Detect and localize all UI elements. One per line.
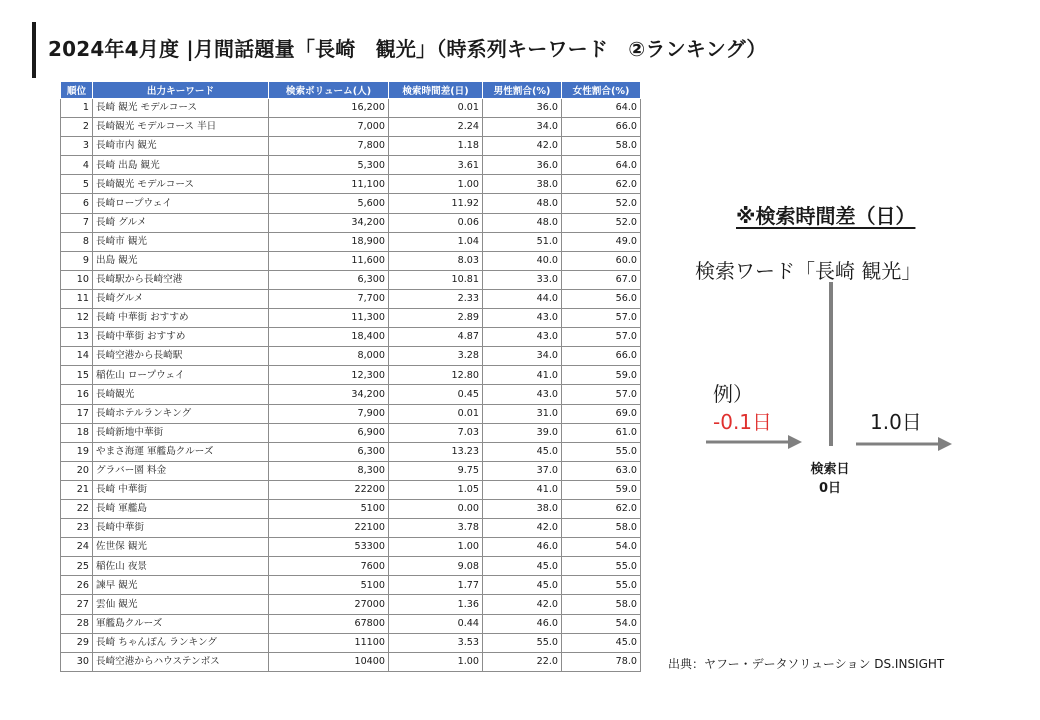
search-volume-cell: 34,200 [269,385,389,404]
table-row [61,213,641,232]
rank-cell: 4 [61,156,93,175]
example-search-keyword: 検索ワード「長崎 観光」 [695,259,922,283]
rank-cell: 30 [61,652,93,671]
table-row [61,328,641,347]
keyword-cell: 長崎グルメ [93,289,269,308]
rank-cell: 19 [61,442,93,461]
female-ratio-cell: 78.0 [562,652,641,671]
keyword-cell: 長崎駅から長崎空港 [93,270,269,289]
male-ratio-cell: 42.0 [483,519,562,538]
rank-cell: 28 [61,614,93,633]
search-volume-cell: 22200 [269,480,389,499]
table-row [61,442,641,461]
male-ratio-cell: 51.0 [483,232,562,251]
search-volume-cell: 16,200 [269,99,389,118]
keyword-cell: 長崎中華街 [93,519,269,538]
search-volume-cell: 7,900 [269,404,389,423]
table-row [61,99,641,118]
male-ratio-cell: 34.0 [483,347,562,366]
female-ratio-cell: 59.0 [562,480,641,499]
negative-time-difference: -0.1日 [713,410,773,434]
female-ratio-cell: 58.0 [562,595,641,614]
table-row [61,175,641,194]
search-volume-cell: 34,200 [269,213,389,232]
rank-cell: 23 [61,519,93,538]
male-ratio-cell: 43.0 [483,309,562,328]
rank-cell: 16 [61,385,93,404]
rank-cell: 29 [61,633,93,652]
time-difference-cell: 2.89 [389,309,483,328]
search-volume-cell: 11,100 [269,175,389,194]
rank-cell: 2 [61,118,93,137]
table-header-row [61,82,641,99]
male-ratio-cell: 45.0 [483,442,562,461]
table-row [61,519,641,538]
search-volume-cell: 18,900 [269,232,389,251]
female-ratio-cell: 58.0 [562,137,641,156]
time-difference-cell: 10.81 [389,270,483,289]
search-volume-cell: 5,600 [269,194,389,213]
table-row [61,156,641,175]
source-credit: 出典：ヤフー・データソリューション DS.INSIGHT [668,657,945,671]
male-ratio-cell: 36.0 [483,99,562,118]
rank-cell: 7 [61,213,93,232]
search-volume-cell: 27000 [269,595,389,614]
time-difference-cell: 3.53 [389,633,483,652]
table-row [61,576,641,595]
rank-cell: 15 [61,366,93,385]
rank-cell: 9 [61,251,93,270]
positive-time-difference: 1.0日 [870,410,922,434]
time-difference-cell: 0.01 [389,99,483,118]
rank-cell: 24 [61,538,93,557]
female-ratio-cell: 61.0 [562,423,641,442]
table-row [61,347,641,366]
search-day-zero: 0日 [818,481,842,496]
table-row [61,557,641,576]
search-volume-cell: 8,300 [269,461,389,480]
female-ratio-cell: 69.0 [562,404,641,423]
male-ratio-cell: 37.0 [483,461,562,480]
time-difference-cell: 12.80 [389,366,483,385]
search-volume-cell: 12,300 [269,366,389,385]
time-difference-cell: 1.00 [389,175,483,194]
search-volume-cell: 53300 [269,538,389,557]
time-difference-cell: 2.24 [389,118,483,137]
time-difference-cell: 1.00 [389,652,483,671]
table-row [61,137,641,156]
search-volume-cell: 18,400 [269,328,389,347]
keyword-cell: 諫早 観光 [93,576,269,595]
table-row [61,595,641,614]
female-ratio-cell: 67.0 [562,270,641,289]
keyword-cell: 長崎空港からハウステンボス [93,652,269,671]
keyword-cell: 稲佐山 夜景 [93,557,269,576]
rank-cell: 8 [61,232,93,251]
male-ratio-cell: 31.0 [483,404,562,423]
table-row [61,194,641,213]
rank-cell: 13 [61,328,93,347]
table-row [61,633,641,652]
male-ratio-cell: 44.0 [483,289,562,308]
time-difference-cell: 8.03 [389,251,483,270]
keyword-ranking-table [60,81,641,672]
male-ratio-cell: 36.0 [483,156,562,175]
male-ratio-cell: 55.0 [483,633,562,652]
rank-cell: 11 [61,289,93,308]
female-ratio-cell: 55.0 [562,442,641,461]
time-difference-cell: 13.23 [389,442,483,461]
search-volume-cell: 6,300 [269,270,389,289]
table-row [61,480,641,499]
header-keyword: 出力キーワード [93,82,269,99]
search-volume-cell: 22100 [269,519,389,538]
search-volume-cell: 8,000 [269,347,389,366]
keyword-cell: 長崎新地中華街 [93,423,269,442]
male-ratio-cell: 22.0 [483,652,562,671]
female-ratio-cell: 54.0 [562,538,641,557]
time-difference-cell: 3.78 [389,519,483,538]
male-ratio-cell: 46.0 [483,614,562,633]
search-volume-cell: 7,800 [269,137,389,156]
female-ratio-cell: 49.0 [562,232,641,251]
keyword-cell: 長崎観光 [93,385,269,404]
male-ratio-cell: 40.0 [483,251,562,270]
time-difference-cell: 0.01 [389,404,483,423]
table-body [61,99,641,672]
male-ratio-cell: 43.0 [483,328,562,347]
keyword-cell: 長崎 中華街 おすすめ [93,309,269,328]
time-difference-cell: 0.44 [389,614,483,633]
search-volume-cell: 5,300 [269,156,389,175]
table-row [61,270,641,289]
search-volume-cell: 10400 [269,652,389,671]
rank-cell: 10 [61,270,93,289]
table-row [61,652,641,671]
keyword-cell: 長崎 観光 モデルコース [93,99,269,118]
keyword-cell: やまさ海運 軍艦島クルーズ [93,442,269,461]
male-ratio-cell: 43.0 [483,385,562,404]
female-ratio-cell: 64.0 [562,99,641,118]
table-row [61,461,641,480]
rank-cell: 22 [61,499,93,518]
rank-cell: 20 [61,461,93,480]
female-ratio-cell: 59.0 [562,366,641,385]
time-difference-cell: 7.03 [389,423,483,442]
keyword-cell: 雲仙 観光 [93,595,269,614]
rank-cell: 18 [61,423,93,442]
table-row [61,614,641,633]
example-label: 例） [713,382,753,406]
female-ratio-cell: 45.0 [562,633,641,652]
male-ratio-cell: 45.0 [483,557,562,576]
time-difference-cell: 1.04 [389,232,483,251]
search-volume-cell: 5100 [269,576,389,595]
time-difference-cell: 0.00 [389,499,483,518]
table-row [61,289,641,308]
time-difference-cell: 4.87 [389,328,483,347]
header-male-ratio: 男性割合(%) [483,82,562,99]
keyword-cell: 長崎市内 観光 [93,137,269,156]
search-volume-cell: 7600 [269,557,389,576]
time-difference-cell: 3.28 [389,347,483,366]
page-title: 2024年4月度 |月間話題量「長崎 観光」（時系列キーワード ②ランキング） [48,37,767,61]
male-ratio-cell: 33.0 [483,270,562,289]
table-row [61,499,641,518]
female-ratio-cell: 60.0 [562,251,641,270]
rank-cell: 12 [61,309,93,328]
female-ratio-cell: 66.0 [562,347,641,366]
table-row [61,538,641,557]
keyword-cell: 長崎ホテルランキング [93,404,269,423]
time-difference-cell: 9.08 [389,557,483,576]
keyword-cell: 長崎観光 モデルコース [93,175,269,194]
female-ratio-cell: 63.0 [562,461,641,480]
keyword-cell: 長崎観光 モデルコース 半日 [93,118,269,137]
rank-cell: 3 [61,137,93,156]
female-ratio-cell: 57.0 [562,385,641,404]
female-ratio-cell: 55.0 [562,576,641,595]
header-time-difference: 検索時間差(日) [389,82,483,99]
rank-cell: 17 [61,404,93,423]
female-ratio-cell: 62.0 [562,499,641,518]
time-difference-cell: 1.00 [389,538,483,557]
search-volume-cell: 6,300 [269,442,389,461]
search-volume-cell: 7,700 [269,289,389,308]
male-ratio-cell: 38.0 [483,175,562,194]
keyword-cell: 稲佐山 ロープウェイ [93,366,269,385]
rank-cell: 6 [61,194,93,213]
search-volume-cell: 7,000 [269,118,389,137]
female-ratio-cell: 52.0 [562,213,641,232]
rank-cell: 14 [61,347,93,366]
keyword-cell: 長崎 軍艦島 [93,499,269,518]
time-difference-cell: 9.75 [389,461,483,480]
female-ratio-cell: 58.0 [562,519,641,538]
female-ratio-cell: 57.0 [562,328,641,347]
search-day-text: 検索日 [810,462,850,477]
table-row [61,251,641,270]
female-ratio-cell: 54.0 [562,614,641,633]
time-difference-cell: 1.77 [389,576,483,595]
keyword-cell: 長崎 グルメ [93,213,269,232]
time-difference-cell: 3.61 [389,156,483,175]
male-ratio-cell: 42.0 [483,595,562,614]
time-difference-cell: 1.18 [389,137,483,156]
female-ratio-cell: 56.0 [562,289,641,308]
female-ratio-cell: 66.0 [562,118,641,137]
time-difference-explanation-title: ※検索時間差（日） [736,204,916,228]
keyword-cell: 長崎 ちゃんぽん ランキング [93,633,269,652]
table-row [61,423,641,442]
male-ratio-cell: 45.0 [483,576,562,595]
header-search-volume: 検索ボリューム(人) [269,82,389,99]
time-difference-cell: 11.92 [389,194,483,213]
table-row [61,118,641,137]
keyword-cell: 佐世保 観光 [93,538,269,557]
table-row [61,366,641,385]
table-row [61,309,641,328]
timeline-diagram [690,270,970,470]
search-volume-cell: 6,900 [269,423,389,442]
time-difference-cell: 1.05 [389,480,483,499]
male-ratio-cell: 42.0 [483,137,562,156]
table-row [61,404,641,423]
keyword-cell: 長崎空港から長崎駅 [93,347,269,366]
male-ratio-cell: 48.0 [483,213,562,232]
search-volume-cell: 11100 [269,633,389,652]
keyword-cell: 出島 観光 [93,251,269,270]
male-ratio-cell: 46.0 [483,538,562,557]
time-difference-cell: 2.33 [389,289,483,308]
keyword-cell: 長崎 中華街 [93,480,269,499]
male-ratio-cell: 41.0 [483,480,562,499]
male-ratio-cell: 41.0 [483,366,562,385]
search-volume-cell: 11,300 [269,309,389,328]
female-ratio-cell: 57.0 [562,309,641,328]
rank-cell: 21 [61,480,93,499]
search-volume-cell: 11,600 [269,251,389,270]
search-volume-cell: 67800 [269,614,389,633]
keyword-cell: 軍艦島クルーズ [93,614,269,633]
rank-cell: 26 [61,576,93,595]
female-ratio-cell: 52.0 [562,194,641,213]
header-rank: 順位 [61,82,93,99]
time-difference-cell: 0.45 [389,385,483,404]
male-ratio-cell: 34.0 [483,118,562,137]
keyword-cell: 長崎中華街 おすすめ [93,328,269,347]
male-ratio-cell: 38.0 [483,499,562,518]
rank-cell: 1 [61,99,93,118]
time-difference-cell: 1.36 [389,595,483,614]
female-ratio-cell: 55.0 [562,557,641,576]
male-ratio-cell: 39.0 [483,423,562,442]
title-accent-bar [32,22,36,78]
keyword-cell: 長崎市 観光 [93,232,269,251]
before-arrow-head [788,435,802,449]
table-row [61,385,641,404]
search-volume-cell: 5100 [269,499,389,518]
keyword-cell: 長崎 出島 観光 [93,156,269,175]
rank-cell: 25 [61,557,93,576]
rank-cell: 5 [61,175,93,194]
female-ratio-cell: 62.0 [562,175,641,194]
table-row [61,232,641,251]
female-ratio-cell: 64.0 [562,156,641,175]
search-day-label [790,460,870,498]
male-ratio-cell: 48.0 [483,194,562,213]
keyword-cell: グラバー園 料金 [93,461,269,480]
rank-cell: 27 [61,595,93,614]
after-arrow-head [938,437,952,451]
keyword-cell: 長崎ロープウェイ [93,194,269,213]
time-difference-cell: 0.06 [389,213,483,232]
header-female-ratio: 女性割合(%) [562,82,641,99]
